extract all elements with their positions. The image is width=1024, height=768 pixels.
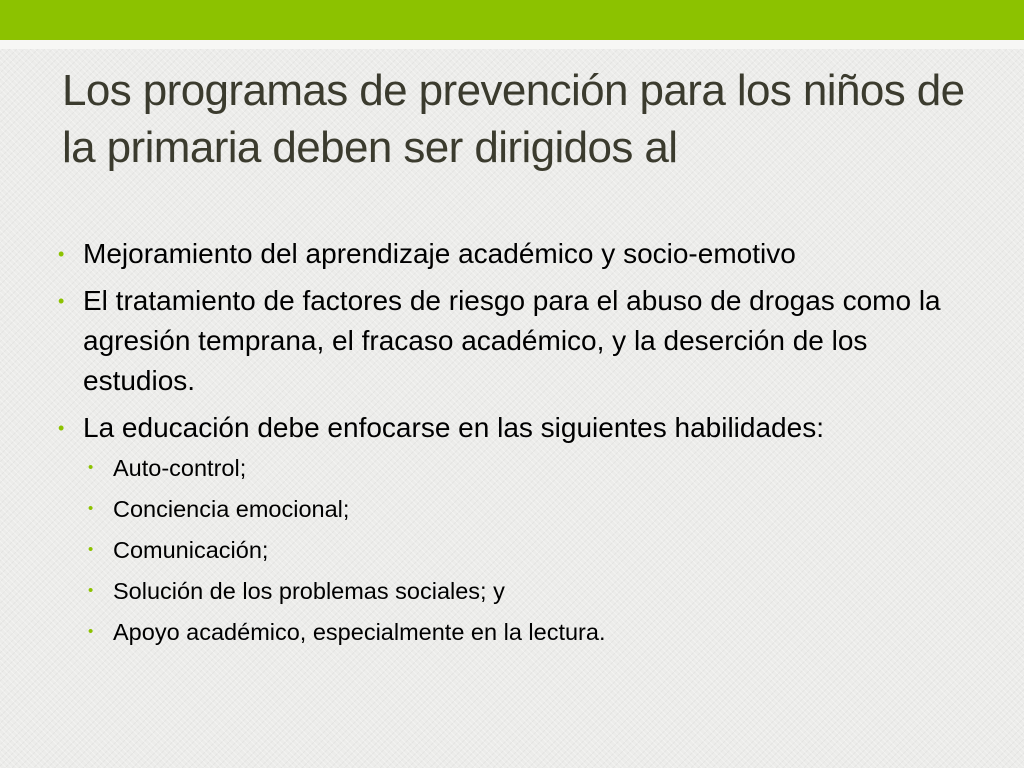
sub-bullet-text: Conciencia emocional; <box>113 496 350 522</box>
slide-title: Los programas de prevención para los niños de la primaria deben ser dirigidos al <box>62 66 965 172</box>
bullet-text: El tratamiento de factores de riesgo para el abuso de drogas como la agresión temprana, el fracaso académico, y la deserción de los estudios. <box>83 285 941 396</box>
bullet-dot-icon: • <box>88 582 94 599</box>
bullet-item <box>58 408 978 448</box>
top-accent-bar <box>0 0 1024 40</box>
bullet-text: Mejoramiento del aprendizaje académico y socio-emotivo <box>83 238 796 269</box>
bullet-item <box>58 234 978 274</box>
sub-bullet-text: Comunicación; <box>113 537 269 563</box>
top-divider <box>0 40 1024 49</box>
sub-bullet-item <box>58 577 978 605</box>
sub-bullet-text: Solución de los problemas sociales; y <box>113 578 505 604</box>
sub-bullet-item <box>58 618 978 646</box>
sub-bullet-item <box>58 495 978 523</box>
sub-bullet-text: Auto-control; <box>113 455 247 481</box>
bullet-dot-icon: • <box>88 459 94 476</box>
sub-bullet-item <box>58 536 978 564</box>
bullet-dot-icon: • <box>88 500 94 517</box>
bullet-item <box>58 281 978 401</box>
bullet-dot-icon: • <box>88 541 94 558</box>
bullet-dot-icon: • <box>58 291 65 311</box>
bullet-dot-icon: • <box>58 418 65 438</box>
sub-bullet-item <box>58 454 978 482</box>
sub-bullet-text: Apoyo académico, especialmente en la lectura. <box>113 619 606 645</box>
bullet-list <box>58 234 978 659</box>
bullet-text: La educación debe enfocarse en las siguientes habilidades: <box>83 412 824 443</box>
bullet-dot-icon: • <box>88 623 94 640</box>
bullet-dot-icon: • <box>58 244 65 264</box>
